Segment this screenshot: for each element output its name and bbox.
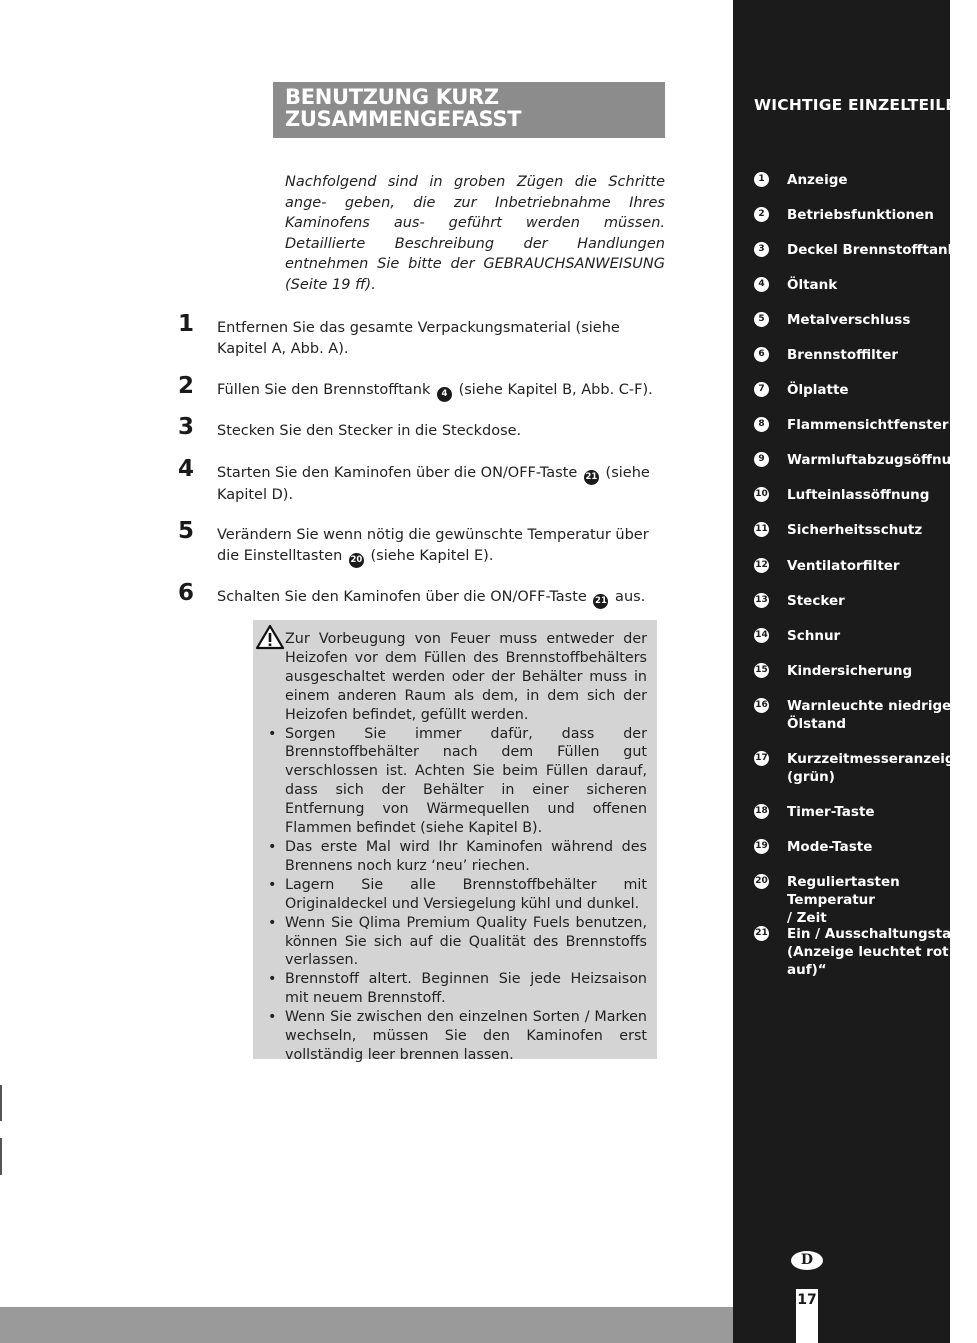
- part-label: Lufteinlassöffnung: [787, 487, 930, 503]
- parts-list: [733, 0, 975, 1343]
- step-text: Entfernen Sie das gesamte Verpackungsmaterial (siehe Kapitel A, Abb. A).: [217, 320, 620, 357]
- part-label: Kurzzeitmesseranzeige (grün): [787, 751, 964, 785]
- warning-lead: Zur Vorbeugung von Feuer muss entweder der Heizofen vor dem Füllen des Brennstoffbehälters ausgeschaltet werden oder der Behälter muss in einem anderen Raum als dem, in dem sich der Heizofen befindet, gefüllt werden.: [285, 631, 647, 723]
- part-label: Timer-Taste: [787, 804, 875, 820]
- language-badge: D: [791, 1251, 823, 1270]
- part-number: 13: [754, 593, 769, 608]
- part-label: Ein / Ausschaltungstaste (Anzeige leuchtet rot auf)“: [787, 926, 975, 978]
- sidebar-title: WICHTIGE EINZELTEILE: [754, 96, 957, 114]
- part-label: Betriebsfunktionen: [787, 207, 934, 223]
- warning-bullet: • Das erste Mal wird Ihr Kaminofen während des Brennens noch kurz ‘neu’ riechen.: [285, 838, 647, 876]
- part-number: 7: [754, 382, 769, 397]
- part-number: 5: [754, 312, 769, 327]
- page-number: 17: [796, 1289, 818, 1343]
- warning-bullet: • Lagern Sie alle Brennstoffbehälter mit Originaldeckel und Versiegelung kühl und dunkel.: [285, 876, 647, 914]
- part-number: 1: [754, 172, 769, 187]
- part-number: 14: [754, 628, 769, 643]
- part-number: 20: [754, 874, 769, 889]
- part-reference-badge: 21: [593, 594, 608, 609]
- warning-triangle-icon: [255, 624, 285, 650]
- part-label: Kindersicherung: [787, 663, 913, 679]
- warning-bullet: • Brennstoff altert. Beginnen Sie jede Heizsaison mit neuem Brennstoff.: [285, 970, 647, 1008]
- warning-bullet: • Wenn Sie zwischen den einzelnen Sorten / Marken wechseln, müssen Sie den Kaminofen erst vollständig leer brennen lassen.: [285, 1008, 647, 1065]
- part-number: 2: [754, 207, 769, 222]
- step-number: 6: [178, 580, 195, 606]
- part-number: 12: [754, 558, 769, 573]
- step-text: Verändern Sie wenn nötig die gewünschte Temperatur über die Einstelltasten 20 (siehe Kapitel E).: [217, 525, 667, 568]
- part-number: 11: [754, 522, 769, 537]
- step-number: 1: [178, 311, 195, 337]
- footer-band: [0, 1307, 733, 1343]
- margin-mark: [0, 1085, 2, 1121]
- step-text: Starten Sie den Kaminofen über die ON/OFF-Taste 21 (siehe Kapitel D).: [217, 465, 650, 503]
- page-title-line-2: ZUSAMMENGEFASST: [285, 107, 522, 131]
- margin-mark: [0, 1138, 2, 1175]
- part-label: Flammensichtfenster: [787, 417, 949, 433]
- part-number: 10: [754, 487, 769, 502]
- part-number: 8: [754, 417, 769, 432]
- part-reference-badge: 4: [437, 387, 452, 402]
- part-number: 3: [754, 242, 769, 257]
- part-label: Deckel Brennstofftank: [787, 242, 957, 258]
- part-label: Stecker: [787, 593, 845, 609]
- part-label: Brennstoffilter: [787, 347, 899, 363]
- parts-sidebar: [733, 0, 975, 1343]
- part-label: Anzeige: [787, 172, 848, 188]
- part-label: Warmluftabzugsöffnung: [787, 452, 971, 468]
- part-label: Mode-Taste: [787, 839, 873, 855]
- part-number: 9: [754, 452, 769, 467]
- part-label: Sicherheitsschutz: [787, 522, 923, 538]
- part-number: 19: [754, 839, 769, 854]
- part-number: 4: [754, 277, 769, 292]
- part-label: Ventilatorfilter: [787, 558, 900, 574]
- part-number: 21: [754, 926, 769, 941]
- part-label: Metalverschluss: [787, 312, 911, 328]
- part-reference-badge: 21: [584, 470, 599, 485]
- part-label: Öltank: [787, 277, 838, 293]
- part-reference-badge: 20: [349, 553, 364, 568]
- page-title: [273, 82, 665, 138]
- part-label: Schnur: [787, 628, 841, 644]
- warning-bullet: • Sorgen Sie immer dafür, dass der Brennstoffbehälter nach dem Füllen gut verschlossen ist. Achten Sie beim Füllen darauf, dass sich der Behälter in einer sicheren Entfernung von Wärmequellen und offenen Flammen befindet (siehe Kapitel B).: [285, 725, 647, 838]
- part-number: 16: [754, 698, 769, 713]
- step-number: 3: [178, 414, 195, 440]
- warning-box: [253, 620, 657, 1063]
- warning-bullet: • Wenn Sie Qlima Premium Quality Fuels benutzen, können Sie sich auf die Qualität des Brennstoffs verlassen.: [285, 914, 647, 971]
- page-title-line-1: BENUTZUNG KURZ: [285, 85, 499, 109]
- intro-paragraph: Nachfolgend sind in groben Zügen die Schritte ange- geben, die zur Inbetriebnahme Ihres Kaminofens aus- geführt werden müssen. Detaillierte Beschreibung der Handlungen entnehmen Sie bitte der GEBRAUCHSANWEISUNG (Seite 19 ff).: [285, 174, 665, 293]
- part-label: Ölplatte: [787, 382, 849, 398]
- step-number: 5: [178, 518, 195, 544]
- part-number: 17: [754, 751, 769, 766]
- step-text: Füllen Sie den Brennstofftank 4 (siehe Kapitel B, Abb. C-F).: [217, 380, 667, 402]
- step-text: Schalten Sie den Kaminofen über die ON/OFF-Taste 21 aus.: [217, 587, 667, 609]
- step-text: Stecken Sie den Stecker in die Steckdose.: [217, 423, 522, 439]
- part-label: Warnleuchte niedriger Ölstand: [787, 698, 958, 732]
- part-label: Reguliertasten Temperatur / Zeit: [787, 874, 900, 926]
- step-number: 2: [178, 373, 195, 399]
- warning-text: [285, 630, 647, 1065]
- part-number: 18: [754, 804, 769, 819]
- part-number: 15: [754, 663, 769, 678]
- step-number: 4: [178, 456, 195, 482]
- part-number: 6: [754, 347, 769, 362]
